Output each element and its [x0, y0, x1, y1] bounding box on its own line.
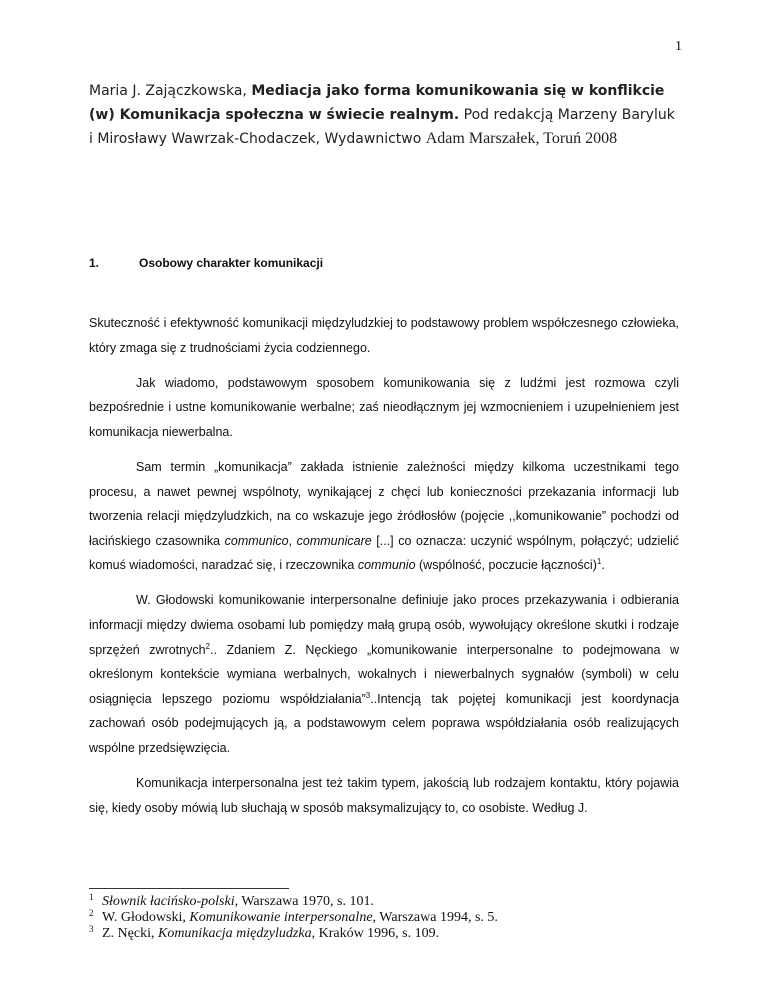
editors: Pod redakcją Marzeny Baryluk i Mirosławy Wawrzak-Chodaczek, Wydawnictwo: [89, 107, 675, 147]
footnote: $^1$ Słownik łacińsko-polski, Warszawa 1970, s. 101.: [89, 892, 374, 909]
latin-term: communio: [357, 558, 416, 573]
footnotes: [89, 894, 679, 942]
footnote-separator: [89, 888, 289, 889]
section-number: 1.: [89, 256, 100, 270]
paragraph: W. Głodowski komunikowanie interpersonalne definiuje jako proces przekazywania i odbierania informacji między dwiema osobami lub pomiędzy małą grupą osób, wywołujący określone skutki i rodzaje sprzężeń zwrotnych$^2$.. Zdaniem Z. Nęckiego „komunikowanie interpersonalne to podejmowana w określonym kontekście wymiana werbalnych, wokalnych i niewerbalnych sygnałów (symboli) w celu osiągnięcia lepszego poziomu współdziałania”$^3$..Intencją tak pojętej komunikacji jest koordynacja zachowań osób podejmujących ją, a podstawowym celem poprawa współdziałania osób realizujących wspólne przedsięwzięcia.: [89, 593, 679, 755]
footnote-ref: 1: [596, 557, 602, 567]
paragraph: Skuteczność i efektywność komunikacji międzyludzkiej to podstawowy problem współczesnego człowieka, który zmaga się z trudnościami życia codziennego.: [89, 316, 679, 355]
footnote-ref: 3: [365, 690, 371, 700]
latin-term: communicare: [296, 533, 372, 548]
body-text: [89, 311, 679, 831]
citation-header: [89, 79, 679, 151]
latin-term: communico: [224, 533, 289, 548]
paragraph: Jak wiadomo, podstawowym sposobem komunikowania się z ludźmi jest rozmowa czyli bezpośrednie i ustne komunikowanie werbalne; zaś nieodłącznym jej wzmocnieniem i uzupełnieniem jest komunikacja niewerbalna.: [89, 375, 679, 439]
footnote: $^3$ Z. Nęcki, Komunikacja międzyludzka, Kraków 1996, s. 109.: [89, 924, 440, 941]
page-number: 1: [675, 39, 682, 54]
author: Maria J. Zajączkowska,: [89, 83, 252, 99]
chapter-title: Mediacja jako forma komunikowania się w konflikcie (w) Komunikacja społeczna w świecie realnym.: [89, 83, 665, 123]
section-heading: [89, 256, 323, 270]
publisher: Adam Marszałek, Toruń 2008: [425, 130, 618, 147]
footnote-ref: 2: [205, 641, 210, 651]
paragraph: Sam termin „komunikacja” zakłada istnienie zależności między kilkoma uczestnikami tego procesu, a nawet pewnej wspólnoty, wynikającej z chęci lub konieczności przekazania informacji lub tworzenia relacji międzyludzkich, na co wskazuje jego źródłosłów (pojęcie ,,komunikowanie” pochodzi od łacińskiego czasownika communico, communicare [...] co oznacza: uczynić wspólnym, połączyć; udzielić komuś wiadomości, naradzać się, i rzeczownika communio (wspólność, poczucie łączności)$^1$.: [89, 459, 679, 573]
footnote: $^2$ W. Głodowski, Komunikowanie interpersonalne, Warszawa 1994, s. 5.: [89, 908, 498, 925]
section-title: Osobowy charakter komunikacji: [139, 256, 324, 270]
paragraph: Komunikacja interpersonalna jest też takim typem, jakością lub rodzajem kontaktu, który pojawia się, kiedy osoby mówią lub słuchają w sposób maksymalizujący to, co osobiste. Według J.: [89, 776, 679, 815]
